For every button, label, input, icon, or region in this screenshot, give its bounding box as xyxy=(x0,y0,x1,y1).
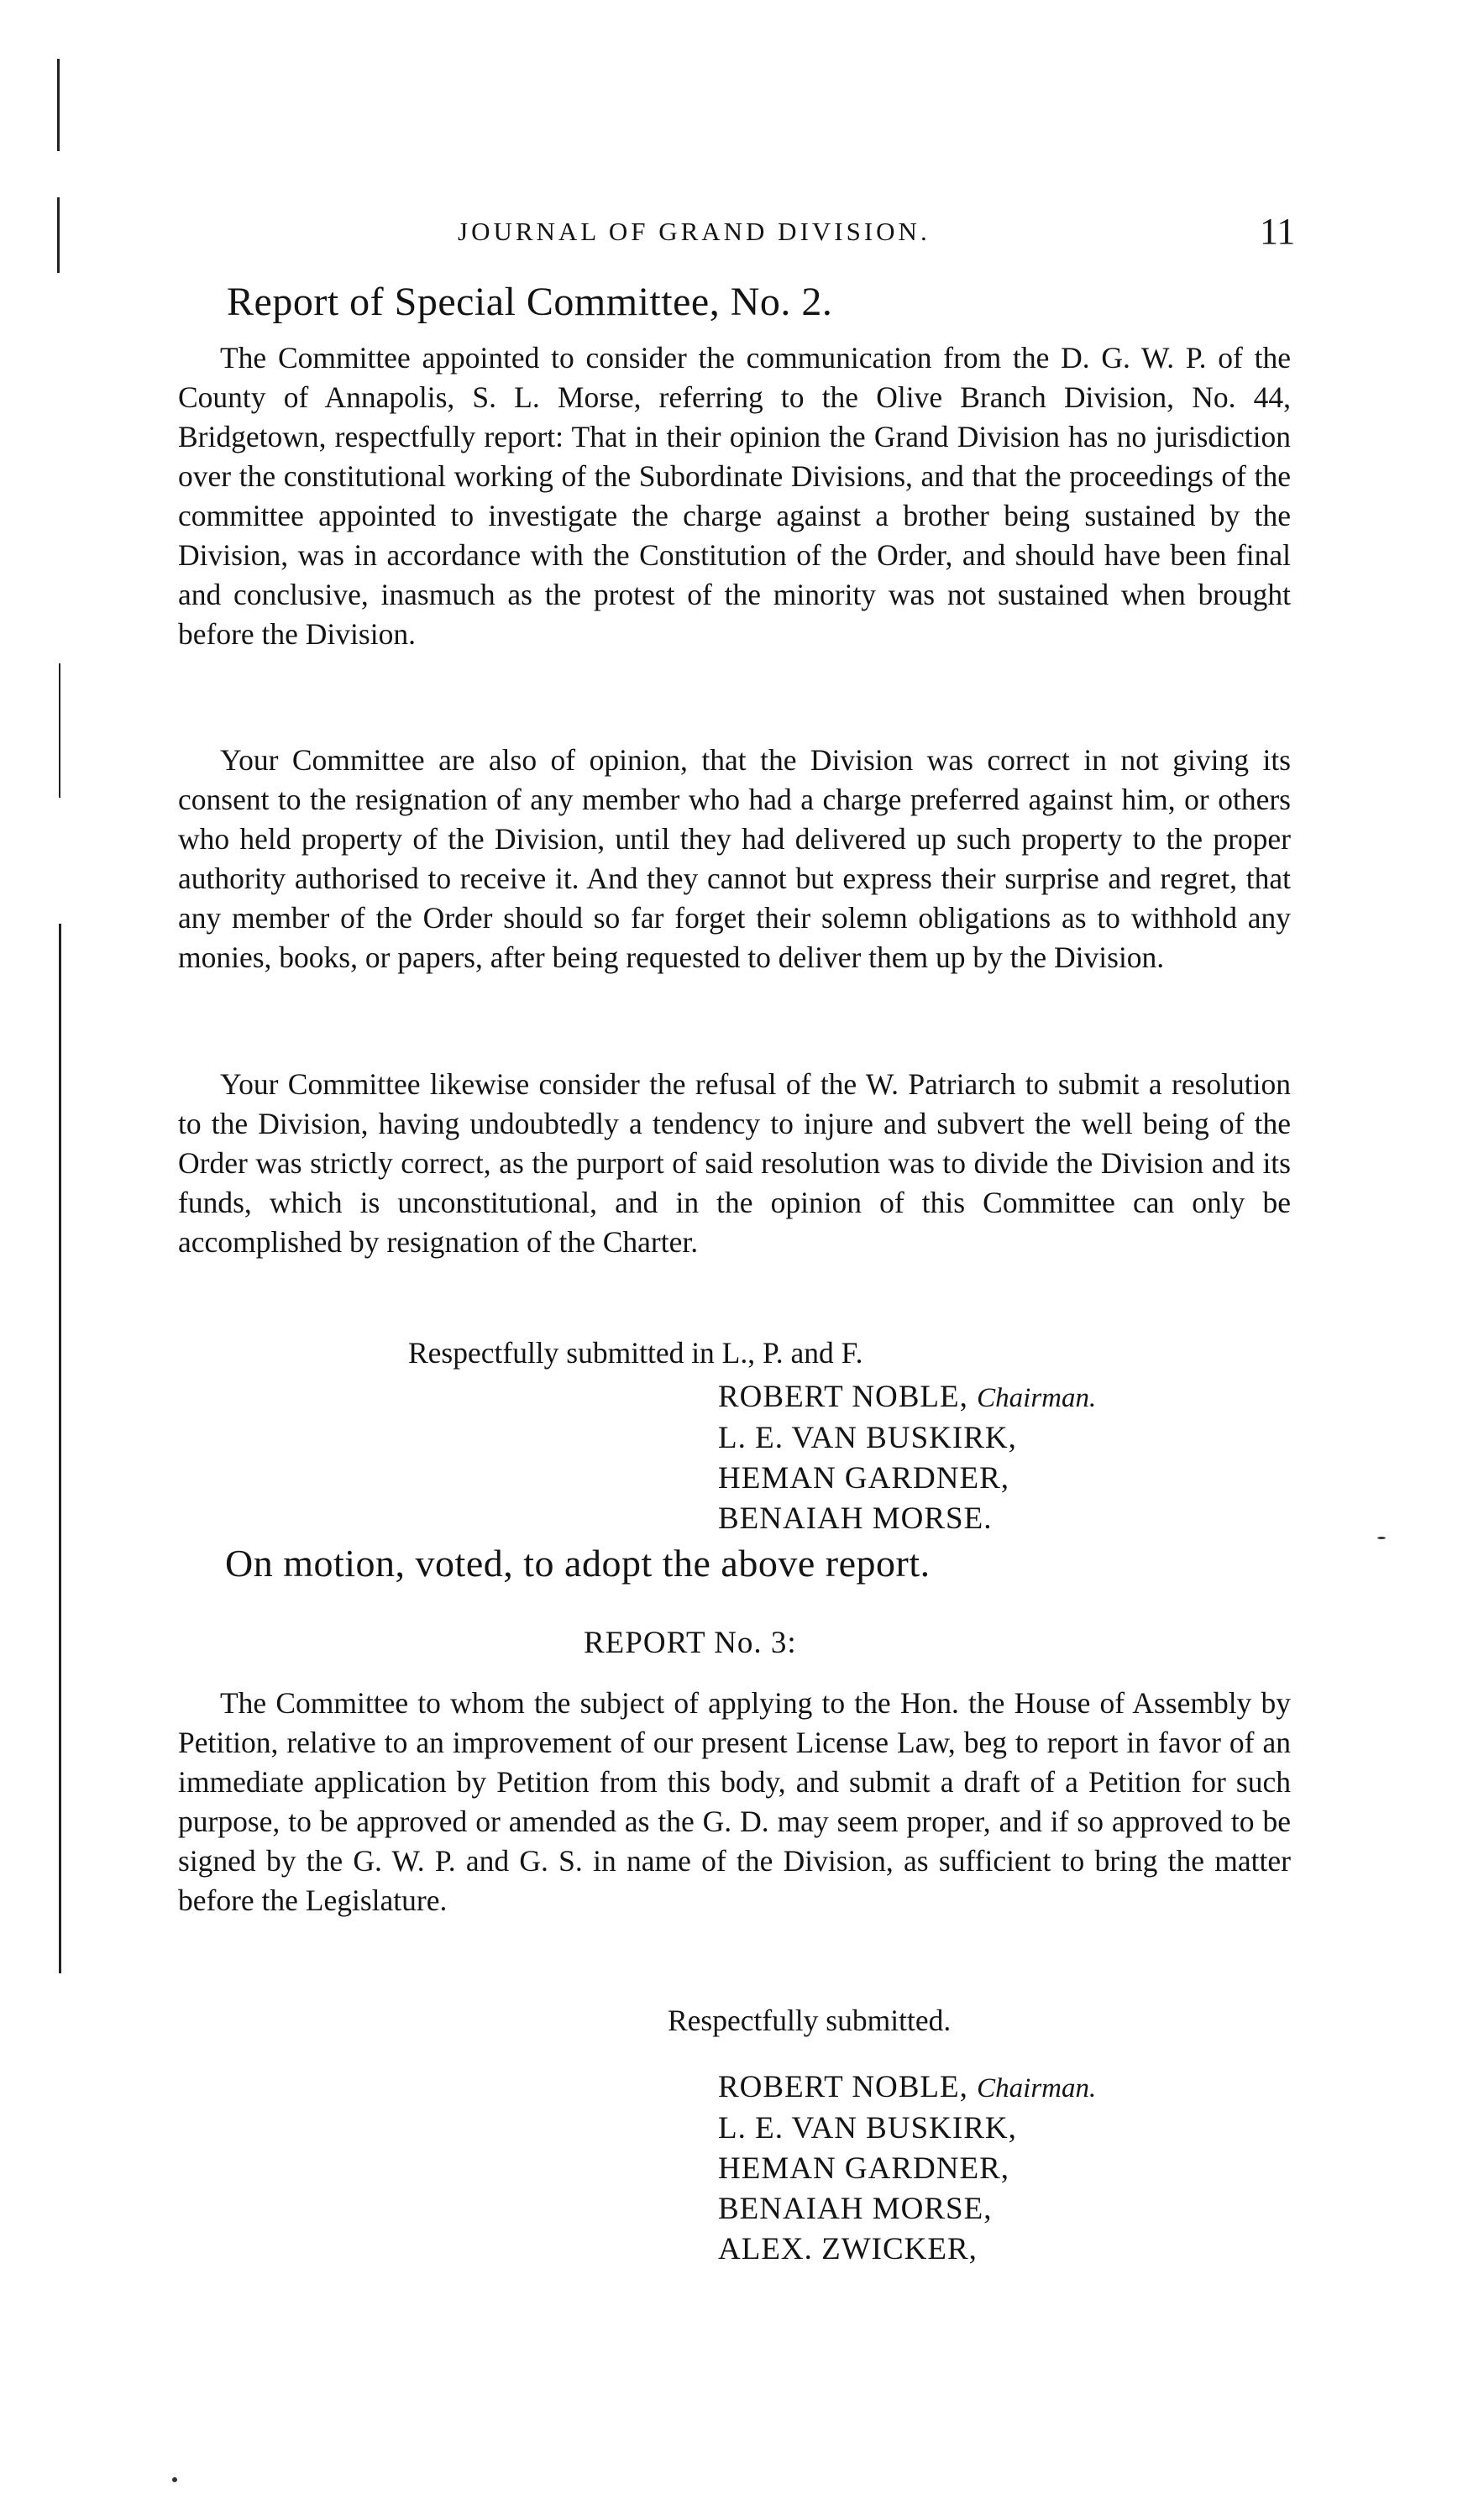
signatory: HEMAN GARDNER, xyxy=(718,2151,1009,2186)
report-2-paragraph-1: The Committee appointed to consider the communication from the D. G. W. P. of the County of Annapolis, S. L. Morse, referring to the Olive Branch Division, No. 44, Bridgetown, respectfully report: That in their opinion the Grand Division has no jurisdiction over the constitutional working of the Subordinate Divisions, and that the proceedings of the committee appointed to investigate the charge against a brother being sustained by the Division, was in accordance with the Constitution of the Order, and should have been final and conclusive, inasmuch as the protest of the minority was not sustained when brought before the Division. xyxy=(178,341,1291,651)
signatory xyxy=(718,2067,1096,2109)
motion-text: On motion, voted, to adopt the above report. xyxy=(225,1542,931,1585)
signatory-name: ROBERT NOBLE, xyxy=(718,1380,968,1414)
signatory: L. E. VAN BUSKIRK, xyxy=(718,2111,1017,2145)
chairman-title: Chairman. xyxy=(977,1383,1097,1413)
page-header xyxy=(0,210,1468,260)
chairman-title: Chairman. xyxy=(977,2073,1097,2103)
signatory: HEMAN GARDNER, xyxy=(718,1461,1009,1496)
report-2-closing: Respectfully submitted in L., P. and F. xyxy=(408,1336,863,1370)
report-2-paragraph-3: Your Committee likewise consider the refusal of the W. Patriarch to submit a resolution to the Division, having undoubtedly a tendency to injure and subvert the well being of the Order was strictly correct, as the purport of said resolution was to divide the Division and its funds, which is unconstitutional, and in the opinion of this Committee can only be accomplished by resignation of the Charter. xyxy=(178,1067,1291,1259)
binding-edge-mark xyxy=(59,663,60,798)
report-3-closing: Respectfully submitted. xyxy=(668,2004,952,2037)
report-3-paragraph: The Committee to whom the subject of applying to the Hon. the House of Assembly by Petition, relative to an improvement of our present License Law, beg to report in favor of an immediate application by Petition from this body, and submit a draft of a Petition for such purpose, to be approved or amended as the G. D. may seem proper, and if so approved to be signed by the G. W. P. and G. S. in name of the Division, as sufficient to bring the matter before the Legislature. xyxy=(178,1686,1291,1917)
signatory-name: ROBERT NOBLE, xyxy=(718,2070,968,2104)
report-3-signatures xyxy=(718,2067,1096,2270)
signatory xyxy=(718,1377,1096,1418)
binding-edge-mark xyxy=(57,59,60,151)
signatory: L. E. VAN BUSKIRK, xyxy=(718,1421,1017,1455)
signatory: BENAIAH MORSE. xyxy=(718,1501,993,1536)
report-2-title: Report of Special Committee, No. 2. xyxy=(227,280,833,324)
report-2-paragraph-2: Your Committee are also of opinion, that the Division was correct in not giving its consent to the resignation of any member who had a charge preferred against him, or others who held property of the Division, until they had delivered up such property to the proper authority authorised to receive it. And they cannot but express their surprise and regret, that any member of the Order should so far forget their solemn obligations as to withhold any monies, books, or papers, after being requested to deliver them up by the Division. xyxy=(178,743,1291,974)
binding-edge-mark xyxy=(59,924,61,1973)
report-3-title: REPORT No. 3: xyxy=(584,1626,797,1660)
report-2-signatures xyxy=(718,1377,1096,1539)
running-head: JOURNAL OF GRAND DIVISION. xyxy=(458,217,931,246)
signatory: ALEX. ZWICKER, xyxy=(718,2232,978,2266)
scan-speck xyxy=(172,2477,177,2482)
scan-speck xyxy=(1377,1537,1386,1539)
page-number: 11 xyxy=(1260,211,1296,252)
signatory: BENAIAH MORSE, xyxy=(718,2192,993,2226)
